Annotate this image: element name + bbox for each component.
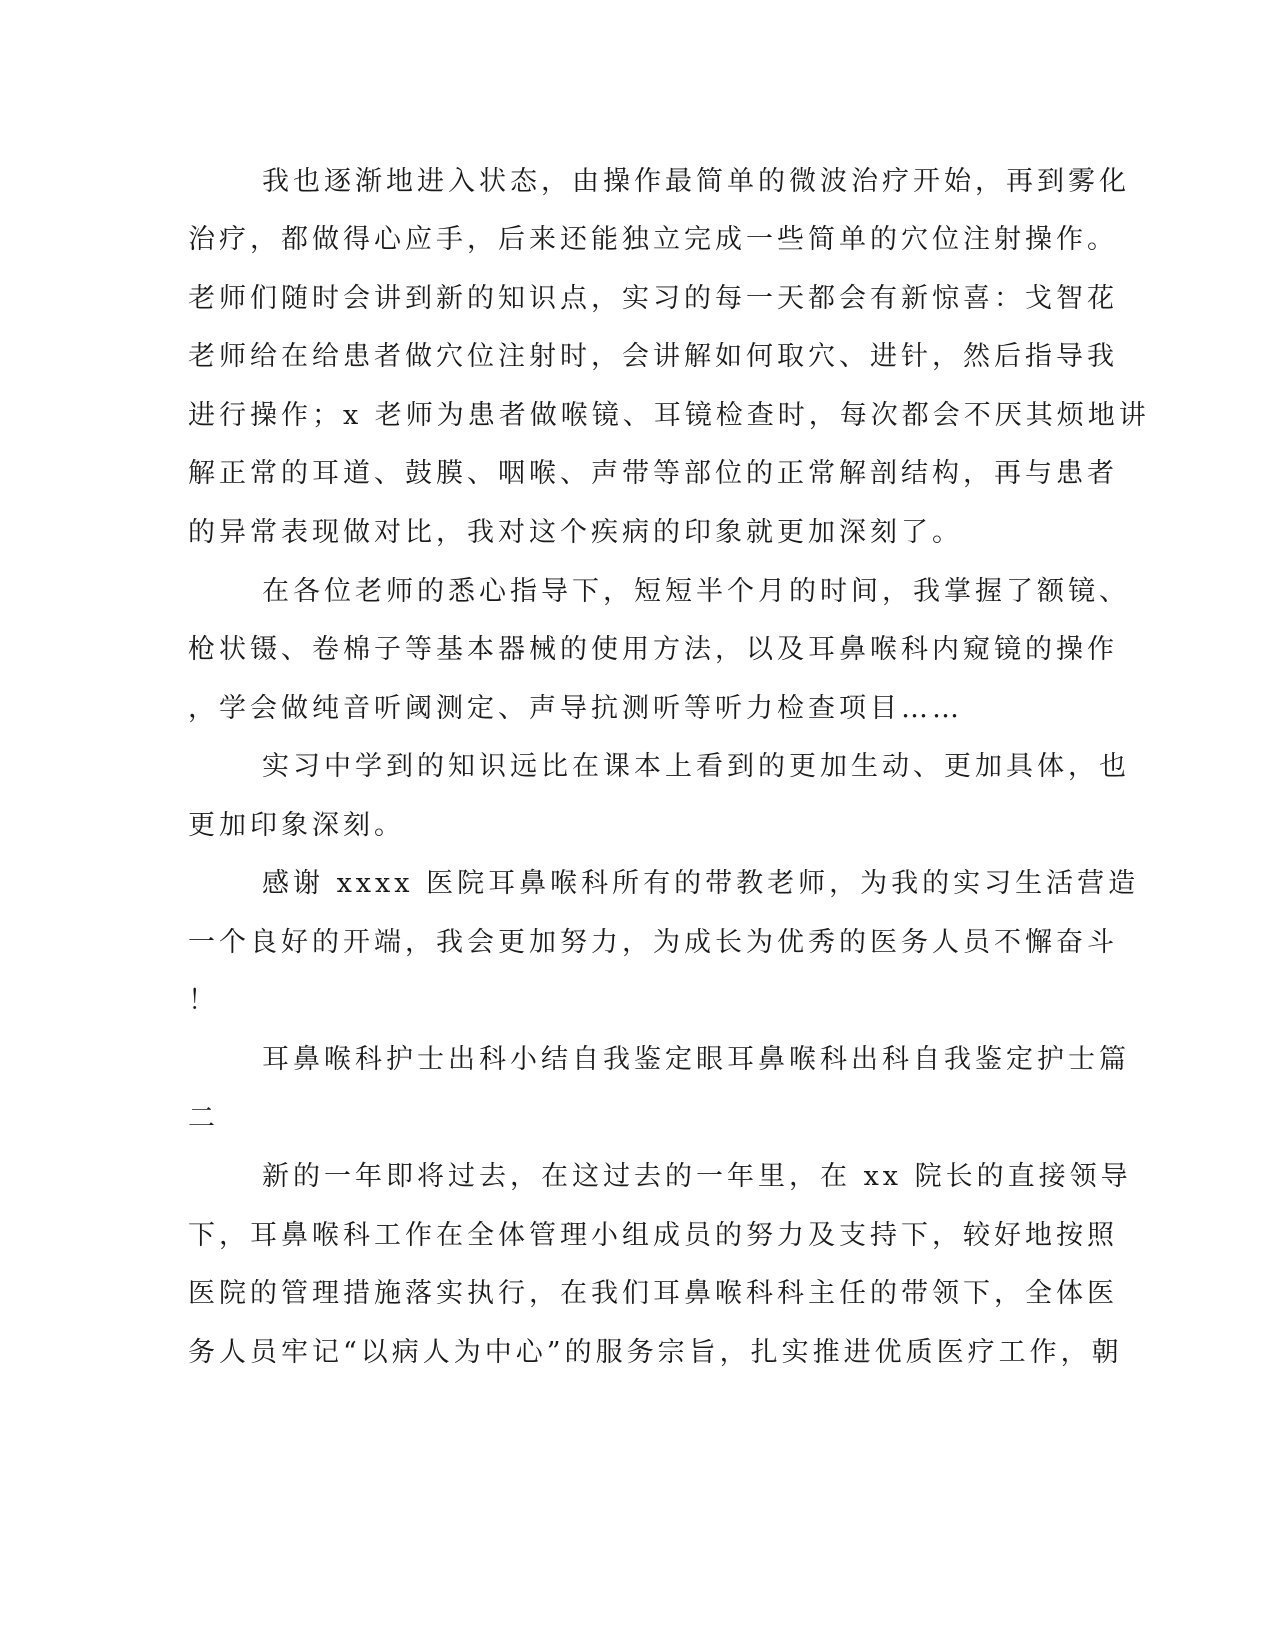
text-line: 更加印象深刻。 [188, 810, 405, 841]
section-heading: 二 [188, 1103, 219, 1134]
text-line: 枪状镊、卷棉子等基本器械的使用方法，以及耳鼻喉科内窥镜的操作 [188, 634, 1118, 665]
text-line: 一个良好的开端，我会更加努力，为成长为优秀的医务人员不懈奋斗 [188, 927, 1118, 958]
text-line: 治疗，都做得心应手，后来还能独立完成一些简单的穴位注射操作。 [188, 224, 1118, 255]
text-line: 务人员牢记“以病人为中心”的服务宗旨，扎实推进优质医疗工作，朝 [188, 1337, 1123, 1368]
text-line: 新的一年即将过去，在这过去的一年里，在 xx 院长的直接领导 [262, 1161, 1132, 1192]
text-line: 解正常的耳道、鼓膜、咽喉、声带等部位的正常解剖结构，再与患者 [188, 458, 1118, 489]
text-line: 下，耳鼻喉科工作在全体管理小组成员的努力及支持下，较好地按照 [188, 1220, 1118, 1251]
text-line: 的异常表现做对比，我对这个疾病的印象就更加深刻了。 [188, 517, 963, 548]
text-line: 老师给在给患者做穴位注射时，会讲解如何取穴、进针，然后指导我 [188, 341, 1118, 372]
text-line: 进行操作；x 老师为患者做喉镜、耳镜检查时，每次都会不厌其烦地讲 [188, 400, 1150, 431]
text-line: 老师们随时会讲到新的知识点，实习的每一天都会有新惊喜：戈智花 [188, 283, 1118, 314]
text-line: 感谢 xxxx 医院耳鼻喉科所有的带教老师，为我的实习生活营造 [262, 868, 1140, 899]
text-line: 医院的管理措施落实执行，在我们耳鼻喉科科主任的带领下，全体医 [188, 1278, 1118, 1309]
section-heading: 耳鼻喉科护士出科小结自我鉴定眼耳鼻喉科出科自我鉴定护士篇 [262, 1044, 1130, 1075]
text-line: 在各位老师的悉心指导下，短短半个月的时间，我掌握了额镜、 [262, 576, 1130, 607]
text-line: 实习中学到的知识远比在课本上看到的更加生动、更加具体，也 [262, 751, 1130, 782]
text-line: ，学会做纯音听阈测定、声导抗测听等听力检查项目…… [188, 693, 963, 724]
text-line: ！ [188, 985, 219, 1016]
text-line: 我也逐渐地进入状态，由操作最简单的微波治疗开始，再到雾化 [262, 166, 1130, 197]
